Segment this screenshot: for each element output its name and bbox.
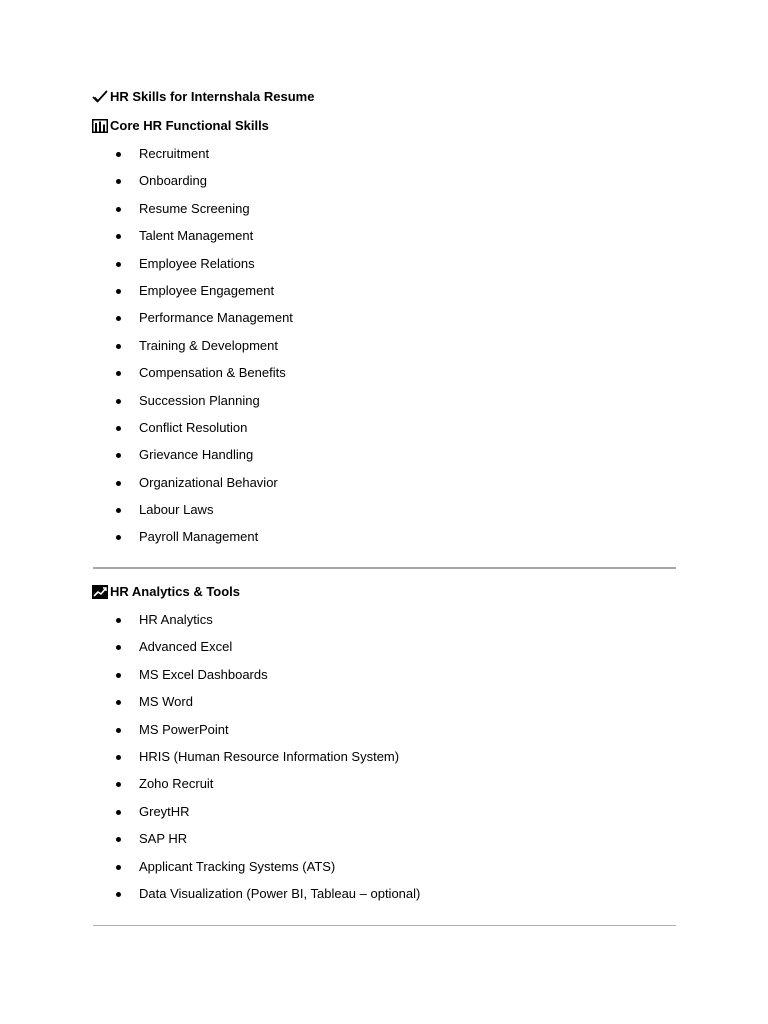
bullet-icon (116, 755, 121, 760)
list-item-text: MS Word (139, 694, 193, 710)
section-heading-text: Core HR Functional Skills (110, 118, 269, 133)
document-title (92, 89, 314, 105)
bullet-icon (116, 508, 121, 513)
check-mark-icon (92, 90, 108, 104)
section-heading-hr-analytics (92, 584, 240, 600)
bullet-icon (116, 865, 121, 870)
bullet-icon (116, 453, 121, 458)
list-item-text: MS Excel Dashboards (139, 666, 268, 682)
bullet-icon (116, 700, 121, 705)
bullet-icon (116, 728, 121, 733)
bullet-icon (116, 810, 121, 815)
bullet-icon (116, 289, 121, 294)
list-item-text: Resume Screening (139, 200, 250, 216)
list-item-text: Onboarding (139, 173, 207, 189)
bullet-icon (116, 481, 121, 486)
bullet-icon (116, 344, 121, 349)
list-item-text: Employee Engagement (139, 282, 275, 298)
section-divider (93, 567, 676, 569)
list-item-text: MS PowerPoint (139, 721, 229, 737)
section-heading-core-hr (92, 118, 269, 134)
list-item-text: Data Visualization (Power BI, Tableau – optional) (139, 885, 421, 901)
bullet-icon (116, 782, 121, 787)
bullet-icon (116, 645, 121, 650)
list-item-text: Compensation & Benefits (139, 365, 286, 381)
bullet-icon (116, 179, 121, 184)
list-item-text: Applicant Tracking Systems (ATS) (139, 858, 336, 874)
document-title-text: HR Skills for Internshala Resume (110, 89, 315, 104)
section-heading-text: HR Analytics & Tools (110, 584, 241, 599)
list-item-text: Grievance Handling (139, 447, 254, 463)
bullet-icon (116, 426, 121, 431)
list-item-text: Advanced Excel (139, 639, 233, 655)
bullet-icon (116, 673, 121, 678)
list-item-text: GreytHR (139, 803, 190, 819)
bullet-icon (116, 837, 121, 842)
trend-chart-icon (92, 585, 108, 599)
bullet-icon (116, 316, 121, 321)
bullet-icon (116, 262, 121, 267)
list-item-text: Recruitment (139, 146, 210, 161)
list-item-text: Talent Management (139, 228, 254, 244)
bullet-icon (116, 399, 121, 404)
bullet-icon (116, 535, 121, 540)
bullet-icon (116, 618, 121, 623)
bullet-icon (116, 152, 121, 157)
bullet-icon (116, 371, 121, 376)
list-item-text: SAP HR (139, 831, 188, 847)
list-item-text: Training & Development (139, 337, 278, 353)
list-item-text: Conflict Resolution (139, 419, 248, 435)
bullet-icon (116, 892, 121, 897)
list-item-text: Succession Planning (139, 392, 260, 408)
list-item-text: HR Analytics (139, 612, 213, 627)
bar-chart-icon (92, 119, 108, 133)
list-item-text: HRIS (Human Resource Information System) (139, 748, 400, 764)
bullet-icon (116, 234, 121, 239)
list-item-text: Payroll Management (139, 529, 259, 545)
list-item-text: Employee Relations (139, 255, 255, 271)
list-item-text: Zoho Recruit (139, 776, 214, 792)
section-divider (93, 925, 676, 926)
bullet-icon (116, 207, 121, 212)
list-item-text: Performance Management (139, 310, 293, 326)
list-item-text: Labour Laws (139, 502, 214, 518)
list-item-text: Organizational Behavior (139, 474, 278, 490)
